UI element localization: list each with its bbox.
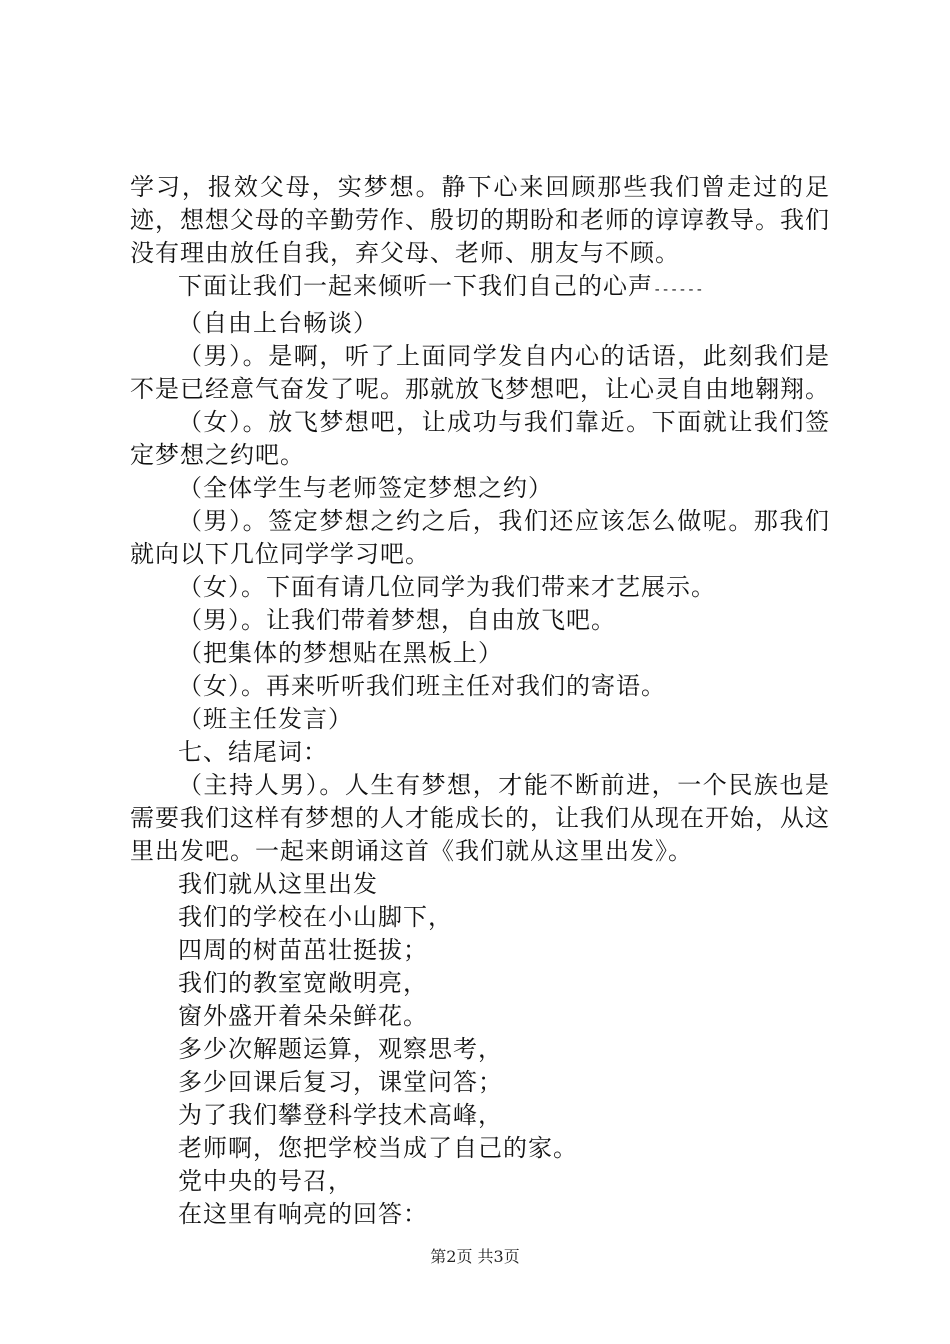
paragraph: （班主任发言）: [178, 705, 353, 733]
paragraph: （主持人男）。人生有梦想，才能不断前进，一个民族也是需要我们这样有梦想的人才能成长的，让我们从现在开始，从这里出发吧。一起来朗诵这首《我们就从这里出发》。: [130, 771, 830, 865]
poem-line: 在这里有响亮的回答：: [178, 1200, 428, 1228]
paragraph: （男）。签定梦想之约之后，我们还应该怎么做呢。那我们就向以下几位同学学习吧。: [130, 507, 830, 568]
paragraph: [130, 270, 830, 307]
poem-line: 窗外盛开着朵朵鲜花。: [178, 1002, 428, 1030]
poem-line: 多少回课后复习，课堂问答；: [178, 1068, 503, 1096]
section-heading: 七、结尾词：: [178, 738, 328, 766]
paragraph: （女）。放飞梦想吧，让成功与我们靠近。下面就让我们签定梦想之约吧。: [130, 408, 830, 469]
poem-line: 为了我们攀登科学技术高峰，: [178, 1101, 503, 1129]
paragraph: （把集体的梦想贴在黑板上）: [178, 639, 503, 667]
paragraph: （女）。再来听听我们班主任对我们的寄语。: [178, 672, 666, 700]
document-body: [130, 171, 830, 1231]
dash-mark: ------: [653, 282, 704, 298]
poem-line: 四周的树苗茁壮挺拔；: [178, 936, 428, 964]
paragraph-text: 下面让我们一起来倾听一下我们自己的心声: [178, 272, 653, 300]
paragraph: （全体学生与老师签定梦想之约）: [178, 474, 553, 502]
paragraph: （男）。让我们带着梦想，自由放飞吧。: [178, 606, 616, 634]
poem-title: 我们就从这里出发: [178, 870, 378, 898]
poem-line: 我们的教室宽敞明亮，: [178, 969, 428, 997]
poem-line: 多少次解题运算，观察思考，: [178, 1035, 503, 1063]
paragraph: （男）。是啊，听了上面同学发自内心的话语，此刻我们是不是已经意气奋发了呢。那就放飞梦想吧，让心灵自由地翱翔。: [130, 342, 830, 403]
paragraph: 学习，报效父母，实梦想。静下心来回顾那些我们曾走过的足迹，想想父母的辛勤劳作、殷切的期盼和老师的谆谆教导。我们没有理由放任自我，弃父母、老师、朋友与不顾。: [130, 173, 830, 267]
poem-line: 我们的学校在小山脚下，: [178, 903, 453, 931]
paragraph: （女）。下面有请几位同学为我们带来才艺展示。: [178, 573, 716, 601]
poem-line: 老师啊，您把学校当成了自己的家。: [178, 1134, 578, 1162]
page-footer: 第2页 共3页: [430, 1247, 520, 1266]
paragraph: （自由上台畅谈）: [178, 309, 378, 337]
poem-line: 党中央的号召，: [178, 1167, 353, 1195]
